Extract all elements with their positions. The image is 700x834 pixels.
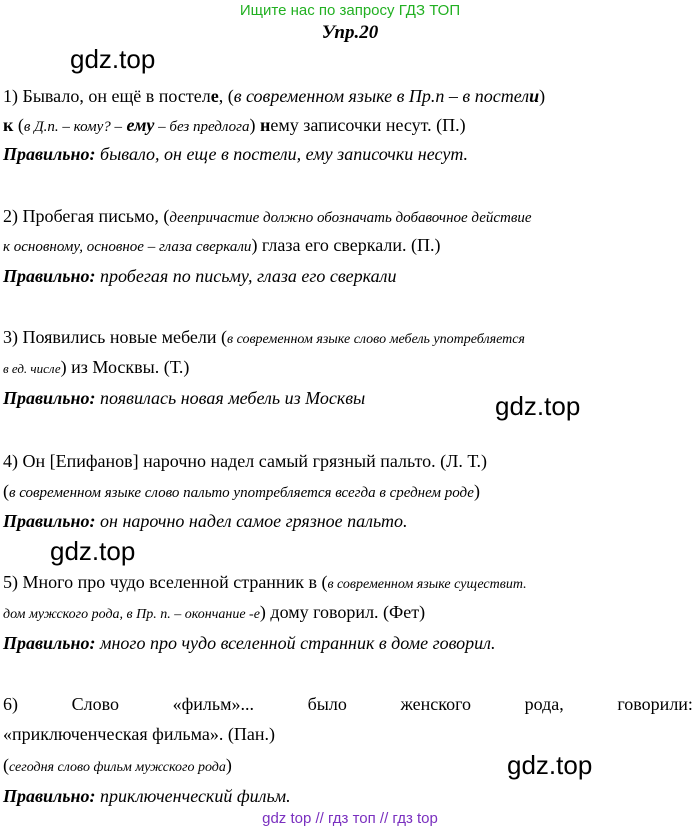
item-4-correct: Правильно: он нарочно надел самое грязное пальто. [3,511,408,531]
watermark: gdz.top [495,391,581,421]
item-1-line-2: к (в Д.п. – кому? – ему – без предлога) нему записочки несут. (П.) [3,115,466,135]
exercise-title: Упр.20 [321,22,379,43]
item-5-correct: Правильно: много про чудо вселенной странник в доме говорил. [3,633,496,653]
item-4-line-1: 4) Он [Епифанов] нарочно надел самый грязный пальто. (Л. Т.) [3,451,488,471]
item-6-line-2: «приключенческая фильма». (Пан.) [3,724,276,744]
item-1-correct: Правильно: бывало, он еще в постели, ему записочки несут. [3,144,469,164]
item-5-line-2: дом мужского рода, в Пр. п. – окончание -е) дому говорил. (Фет) [3,602,426,622]
item-3-correct: Правильно: появилась новая мебель из Москвы [3,388,366,408]
item-2-correct: Правильно: пробегая по письму, глаза его сверкали [3,266,397,286]
item-3-line-1: 3) Появились новые мебели (в современном языке слово мебель употребляется [3,327,525,347]
item-1-line-1: 1) Бывало, он ещё в постеле, (в современном языке в Пр.п – в постели) [3,86,546,106]
item-2-line-2: к основному, основное – глаза сверкали) глаза его сверкали. (П.) [3,235,441,255]
item-6-line-1: 6) Слово «фильм»... было женского рода, говорили: [3,694,693,714]
bottom-banner: gdz top // гдз топ // гдз top [262,810,438,827]
watermark: gdz.top [50,536,136,566]
top-banner: Ищите нас по запросу ГДЗ ТОП [239,2,461,19]
item-3-line-2: в ед. числе) из Москвы. (Т.) [3,357,190,377]
item-6-line-3: (сегодня слово фильм мужского рода) [3,755,232,775]
item-5-line-1: 5) Много про чудо вселенной странник в (в современном языке существит. [3,572,527,592]
watermark: gdz.top [507,750,593,780]
watermark: gdz.top [70,44,156,74]
item-4-line-2: (в современном языке слово пальто употребляется всегда в среднем роде) [3,481,480,501]
item-6-correct: Правильно: приключенческий фильм. [3,786,291,806]
item-2-line-1: 2) Пробегая письмо, (деепричастие должно обозначать добавочное действие [3,206,532,226]
